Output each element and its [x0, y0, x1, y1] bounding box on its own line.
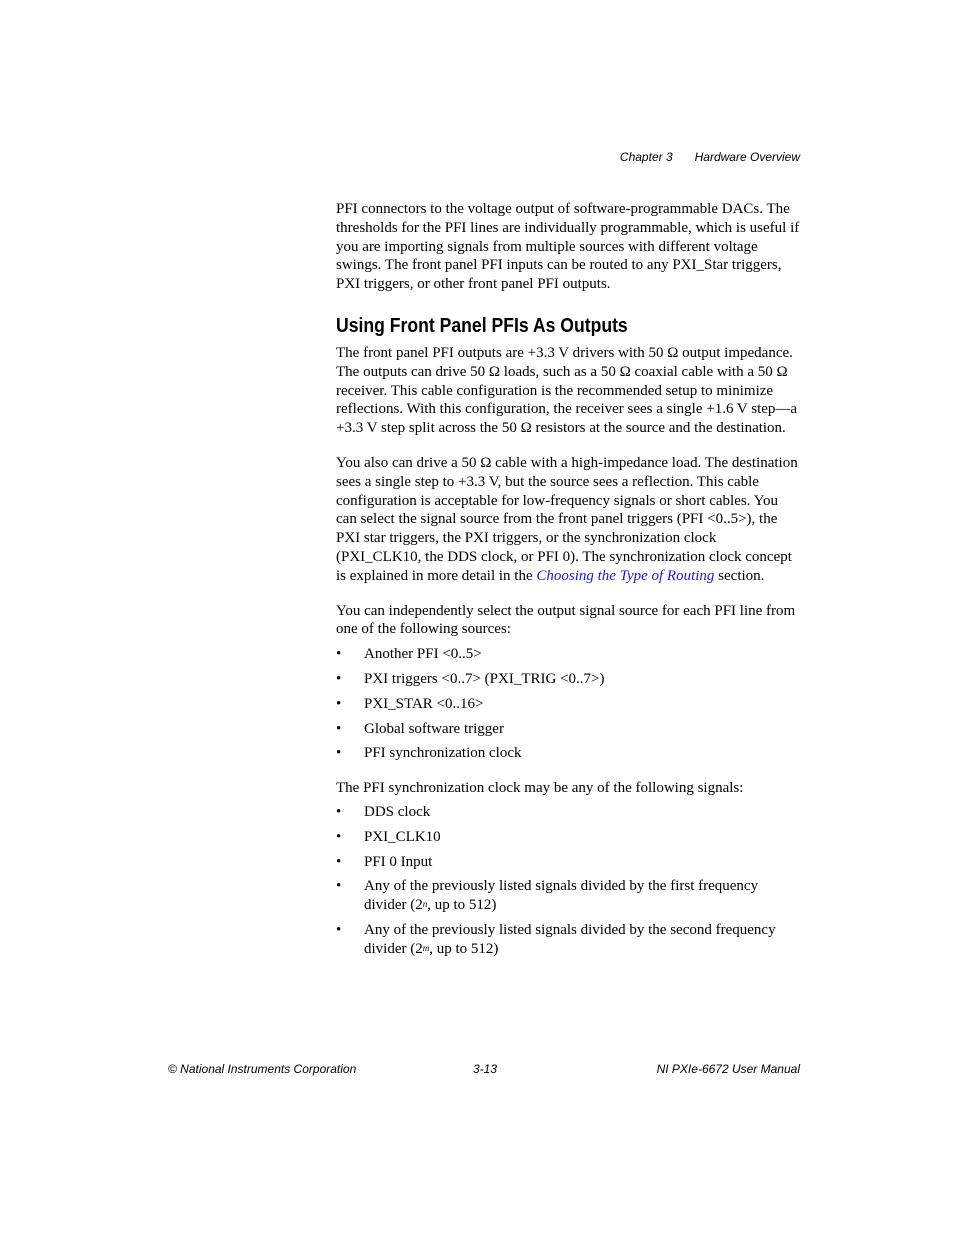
- list-item-text: Any of the previously listed signals divided by the first frequency divider (2: [364, 878, 759, 914]
- intro-paragraph: PFI connectors to the voltage output of software-programmable DACs. The thresholds for the PFI lines are individually programmable, which is useful if you are importing signals from multiple sources with different voltage swings. The front panel PFI inputs can be routed to any PXI_Star triggers, PXI triggers, or other front panel PFI outputs.: [336, 201, 800, 293]
- list-item-text: Any of the previously listed signals divided by the second frequency divider (2: [364, 921, 776, 957]
- sources-list: [336, 645, 801, 763]
- clock-list: [336, 803, 801, 959]
- footer-page-number: 3-13: [473, 1062, 498, 1076]
- list-item: • Global software trigger: [336, 720, 801, 739]
- paragraph-text-end: section.: [714, 567, 765, 584]
- list-item: • Another PFI <0..5>: [336, 645, 801, 664]
- list-item: [336, 921, 801, 959]
- header-section: Hardware Overview: [694, 150, 800, 164]
- section-heading: Using Front Panel PFIs As Outputs: [336, 314, 628, 337]
- exponent: m: [422, 942, 430, 953]
- paragraph-output-drivers: The front panel PFI outputs are +3.3 V drivers with 50 Ω output impedance. The outputs can drive 50 Ω loads, such as a 50 Ω coaxial cable with a 50 Ω receiver. This cable configuration is the recommended setup to minimize reflections. With this configuration, the receiver sees a single +1.6 V step—a +3.3 V step split across the 50 Ω resistors at the source and the destination.: [336, 344, 798, 437]
- paragraph-sources-intro: You can independently select the output signal source for each PFI line from one of the following sources:: [336, 602, 796, 638]
- list-item: • PXI_STAR <0..16>: [336, 695, 801, 714]
- paragraph-clock-intro: The PFI synchronization clock may be any of the following signals:: [336, 780, 744, 797]
- routing-section-link[interactable]: Choosing the Type of Routing: [536, 567, 715, 584]
- list-item: • PFI synchronization clock: [336, 744, 801, 763]
- list-item: • DDS clock: [336, 803, 801, 822]
- list-item: [336, 877, 801, 915]
- paragraph-text: You also can drive a 50 Ω cable with a high-impedance load. The destination sees a single step to +3.3 V, but the source sees a reflection. This cable configuration is acceptable for low-frequency signals or short cables. You can select the signal source from the front panel triggers (PFI <0..5>), the PXI star triggers, the PXI triggers, or the synchronization clock (PXI_CLK10, the DDS clock, or PFI 0). The synchronization clock concept is explained in more detail in the: [336, 454, 798, 584]
- list-item-text-end: , up to 512): [429, 940, 499, 957]
- running-header: [620, 150, 800, 164]
- list-item: • PFI 0 Input: [336, 853, 801, 872]
- list-item: • PXI_CLK10: [336, 828, 801, 847]
- footer-copyright: © National Instruments Corporation: [168, 1062, 357, 1076]
- list-item-text-end: , up to 512): [427, 897, 497, 914]
- footer-manual-title: NI PXIe-6672 User Manual: [656, 1062, 800, 1076]
- paragraph-high-impedance: [336, 454, 801, 586]
- exponent: n: [422, 899, 428, 910]
- list-item: • PXI triggers <0..7> (PXI_TRIG <0..7>): [336, 670, 801, 689]
- page-content: [336, 200, 801, 959]
- header-chapter: Chapter 3: [619, 150, 673, 164]
